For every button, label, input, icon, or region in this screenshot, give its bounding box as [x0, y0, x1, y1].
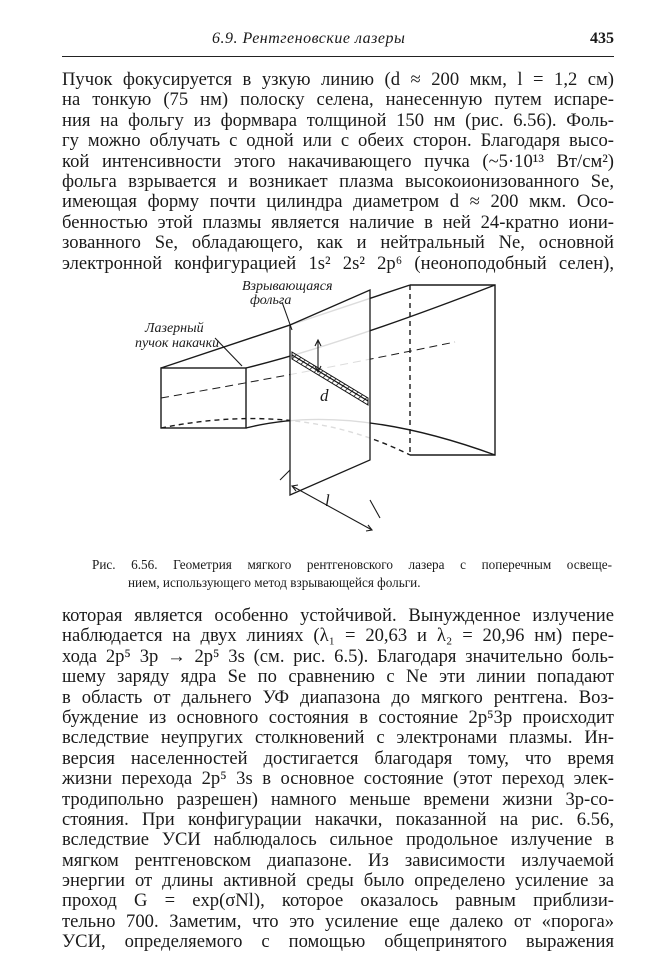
text-line: ния на фольгу из формвара толщиной 150 нм (рис. 6.56). Фоль- — [62, 109, 614, 131]
text-line: шему заряду ядра Se по сравнению с Ne эти линии попадают — [62, 666, 614, 688]
text-line: Пучок фокусируется в узкую линию (d ≈ 200 мкм, l = 1,2 см) — [62, 69, 614, 90]
l-tick-right — [370, 500, 380, 518]
label-foil-line2: фольга — [250, 293, 292, 308]
text-line: буждение из основного состояния в состояние 2p⁵3p происходит — [62, 706, 614, 728]
label-l: l — [325, 491, 330, 510]
label-foil-line1: Взрывающаяся — [242, 279, 333, 294]
caption-line: нием, использующего метод взрывающейся фольги. — [128, 575, 421, 590]
text-line: мягком рентгеновском диапазоне. Из зависимости излучаемой — [62, 849, 614, 871]
text-line: УСИ, определяемого с помощью общепринятого выражения — [62, 931, 614, 953]
text-line: энергии от длины активной среды было определено усиление за — [62, 870, 614, 892]
text-line: кой интенсивности этого накачивающего пучка (~5·10¹³ Вт/см²) — [62, 150, 614, 172]
text-line: зованного Se, обладающего, как и нейтральный Ne, основной — [62, 232, 614, 254]
text-line: жизни перехода 2p⁵ 3s в основное состояние (этот переход элек- — [62, 768, 614, 790]
text-line: электронной конфигурацией 1s² 2s² 2p⁶ (неоноподобный селен), — [62, 252, 614, 274]
text-line: на тонкую (75 нм) полоску селена, нанесенную путем испаре- — [62, 89, 614, 111]
text-line: наблюдается на двух линиях (λ₁ = 20,63 и λ₂ = 20,96 нм) пере- — [62, 625, 614, 647]
text-line: в область от дальнего УФ диапазона до мягкого рентгена. Воз- — [62, 686, 614, 708]
label-beam-line2: пучок накачки — [135, 336, 220, 351]
text-line: бенностью этой плазмы является наличие в ней 24-кратно иони- — [62, 211, 614, 233]
label-beam-line1: Лазерный — [145, 321, 204, 336]
text-line: вследствие неупругих столкновений с электронами плазмы. Ин- — [62, 727, 614, 749]
text-line: проход G = exp(σNl), которое оказалось равным приблизи- — [62, 890, 614, 912]
beam-back-face — [410, 285, 495, 455]
text-line: хода 2p⁵ 3p → 2p⁵ 3s (см. рис. 6.5). Благодаря значительно боль- — [62, 645, 614, 667]
text-line: тродипольно разрешен) намного меньше времени жизни 3p-со- — [62, 788, 614, 810]
text-line: версия населенностей достигается благодаря тому, что время — [62, 747, 614, 769]
section-title: 6.9. Рентгеновские лазеры — [212, 30, 406, 47]
page-number: 435 — [590, 30, 614, 47]
text-line: гу можно облучать с одной или с обеих сторон. Благодаря высо- — [62, 130, 614, 152]
text-line: которая является особенно устойчивой. Вынужденное излучение — [62, 605, 614, 626]
text-line: стояния. При конфигурации накачки, показанной на рис. 6.56, — [62, 808, 614, 830]
label-d: d — [320, 386, 329, 405]
exploding-foil — [290, 290, 370, 495]
beam-edge-bottom-left-hidden — [161, 419, 410, 455]
figure-caption — [92, 556, 612, 592]
l-tick-left — [280, 470, 290, 480]
text-line: вследствие УСИ наблюдалось сильное продольное излучение в — [62, 829, 614, 851]
text-line: имеющая форму почти цилиндра диаметром d ≈ 200 мкм. Осо- — [62, 191, 614, 213]
text-line: фольга взрывается и возникает плазма высокоионизованного Se, — [62, 170, 614, 192]
l-dimension-line — [292, 486, 372, 530]
paragraph-bottom — [62, 606, 614, 953]
caption-line: Рис. 6.56. Геометрия мягкого рентгеновского лазера с поперечным освеще- — [92, 557, 612, 572]
text-line: тельно 700. Заметим, что это усиление еще далеко от «порога» — [62, 910, 614, 932]
